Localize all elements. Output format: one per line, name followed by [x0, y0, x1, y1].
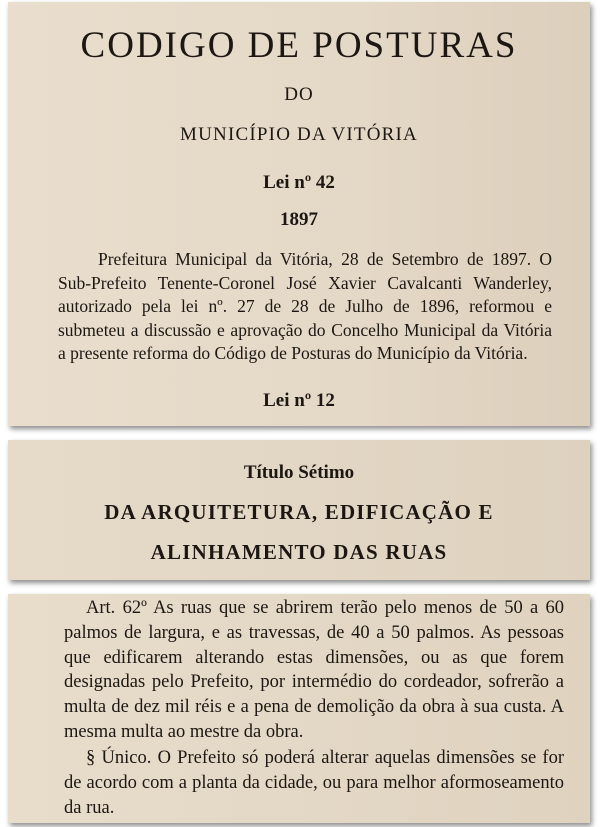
law-number-12: Lei nº 12: [263, 390, 335, 411]
unico-paragraph: § Único. O Prefeito só poderá alterar aquelas dimensões se for de acordo com a planta da cidade, ou para melhor aformoseamento da rua.: [64, 748, 564, 818]
intro-paragraph: Prefeitura Municipal da Vitória, 28 de Setembro de 1897. O Sub-Prefeito Tenente-Coronel José Xavier Cavalcanti Wanderley, autorizado pela lei nº. 27 de 28 de Julho de 1896, reformou e submeteu a discussão e aprovação do Concelho Municipal da Vitória a presente reforma do Código de Posturas do Município da Vitória.: [58, 249, 552, 363]
header-clipping: [8, 2, 590, 426]
title-connector: DO: [284, 84, 314, 105]
section-title: Título Sétimo: [243, 462, 355, 483]
law-year: 1897: [280, 209, 318, 230]
municipality-name: MUNICÍPIO DA VITÓRIA: [180, 124, 418, 145]
article-clipping: [8, 594, 590, 823]
law-number-42: Lei nº 42: [263, 172, 335, 193]
section-heading-line-2: ALINHAMENTO DAS RUAS: [150, 540, 448, 564]
section-heading-clipping: [8, 440, 590, 580]
section-heading-line-1: DA ARQUITETURA, EDIFICAÇÃO E: [104, 500, 494, 524]
article-62-paragraph: Art. 62º As ruas que se abrirem terão pelo menos de 50 a 60 palmos de largura, e as travessas, de 40 a 50 palmos. As pessoas que edificarem alterando estas dimensões, ou as que forem designadas pelo Prefeito, por intermédio do cordeador, sofrerão a multa de dez mil réis e a pena de demolição da obra à sua custa. A mesma multa ao mestre da obra.: [64, 598, 564, 742]
document-title: CODIGO DE POSTURAS: [80, 25, 518, 66]
